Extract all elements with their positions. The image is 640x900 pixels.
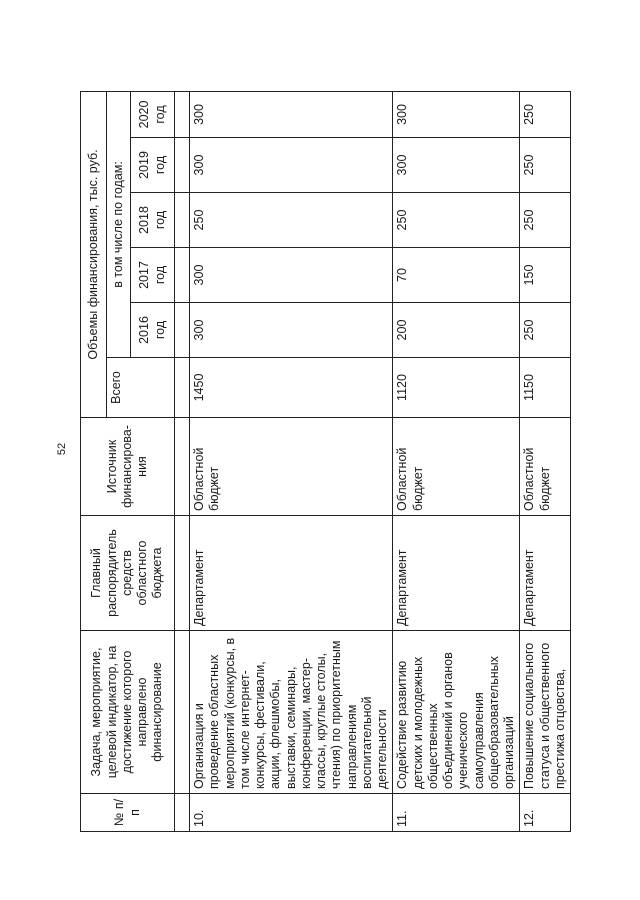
row-year-value: 200 xyxy=(393,303,520,358)
row-year-value: 300 xyxy=(393,138,520,193)
financing-table xyxy=(80,91,571,832)
row-year-value: 250 xyxy=(520,193,571,248)
row-total: 1450 xyxy=(190,358,393,418)
header-year: 2018 год xyxy=(131,193,175,248)
table-row xyxy=(520,91,571,831)
row-num: 11. xyxy=(393,794,520,832)
row-task: Повышение социального статуса и общественного престижа отцовства, xyxy=(520,631,571,794)
header-year: 2016 год xyxy=(131,303,175,358)
row-year-value: 250 xyxy=(190,193,393,248)
header-year: 2017 год xyxy=(131,248,175,303)
header-year: 2019 год xyxy=(131,138,175,193)
row-year-value: 250 xyxy=(393,193,520,248)
row-year-value: 300 xyxy=(190,91,393,137)
row-year-value: 250 xyxy=(520,91,571,137)
row-year-value: 70 xyxy=(393,248,520,303)
header-volumes: Объемы финансирования, тыс. руб. xyxy=(81,91,107,417)
row-source: Областной бюджет xyxy=(393,418,520,516)
row-year-value: 300 xyxy=(190,138,393,193)
row-manager: Департамент xyxy=(520,516,571,631)
page-number: 52 xyxy=(56,442,68,456)
spacer-row xyxy=(175,91,190,831)
row-manager: Департамент xyxy=(190,516,393,631)
row-num: 12. xyxy=(520,794,571,832)
row-total: 1150 xyxy=(520,358,571,418)
row-manager: Департамент xyxy=(393,516,520,631)
header-total: Всего xyxy=(107,358,175,418)
row-year-value: 150 xyxy=(520,248,571,303)
row-year-value: 250 xyxy=(520,303,571,358)
row-year-value: 250 xyxy=(520,138,571,193)
row-source: Областной бюджет xyxy=(190,418,393,516)
rotated-table-container xyxy=(80,92,567,832)
table-row xyxy=(190,91,393,831)
table-row xyxy=(393,91,520,831)
row-num: 10. xyxy=(190,794,393,832)
row-year-value: 300 xyxy=(190,303,393,358)
header-source: Источник финансирова-ния xyxy=(81,418,175,516)
row-task: Содействие развитию детских и молодежных общественных объединений и органов ученического самоуправления общеобразовательных организаций xyxy=(393,631,520,794)
header-task: Задача, мероприятие, целевой индикатор, на достижение которого направлено финансирование xyxy=(81,631,175,794)
row-total: 1120 xyxy=(393,358,520,418)
row-year-value: 300 xyxy=(190,248,393,303)
header-by-years: в том числе по годам: xyxy=(107,91,131,357)
row-year-value: 300 xyxy=(393,91,520,137)
header-num: № п/п xyxy=(81,794,175,832)
header-year: 2020 год xyxy=(131,91,175,137)
row-task: Организация и проведение областных мероприятий (конкурсы, в том числе интернет-конкурсы, фестивали, акции, флешмобы, выставки, семинары, конференции, мастер-классы, круглые столы, чтения) по приоритетным направлениям воспитательной деятельности xyxy=(190,631,393,794)
header-manager: Главный распорядитель средств областного бюджета xyxy=(81,516,175,631)
row-source: Областной бюджет xyxy=(520,418,571,516)
